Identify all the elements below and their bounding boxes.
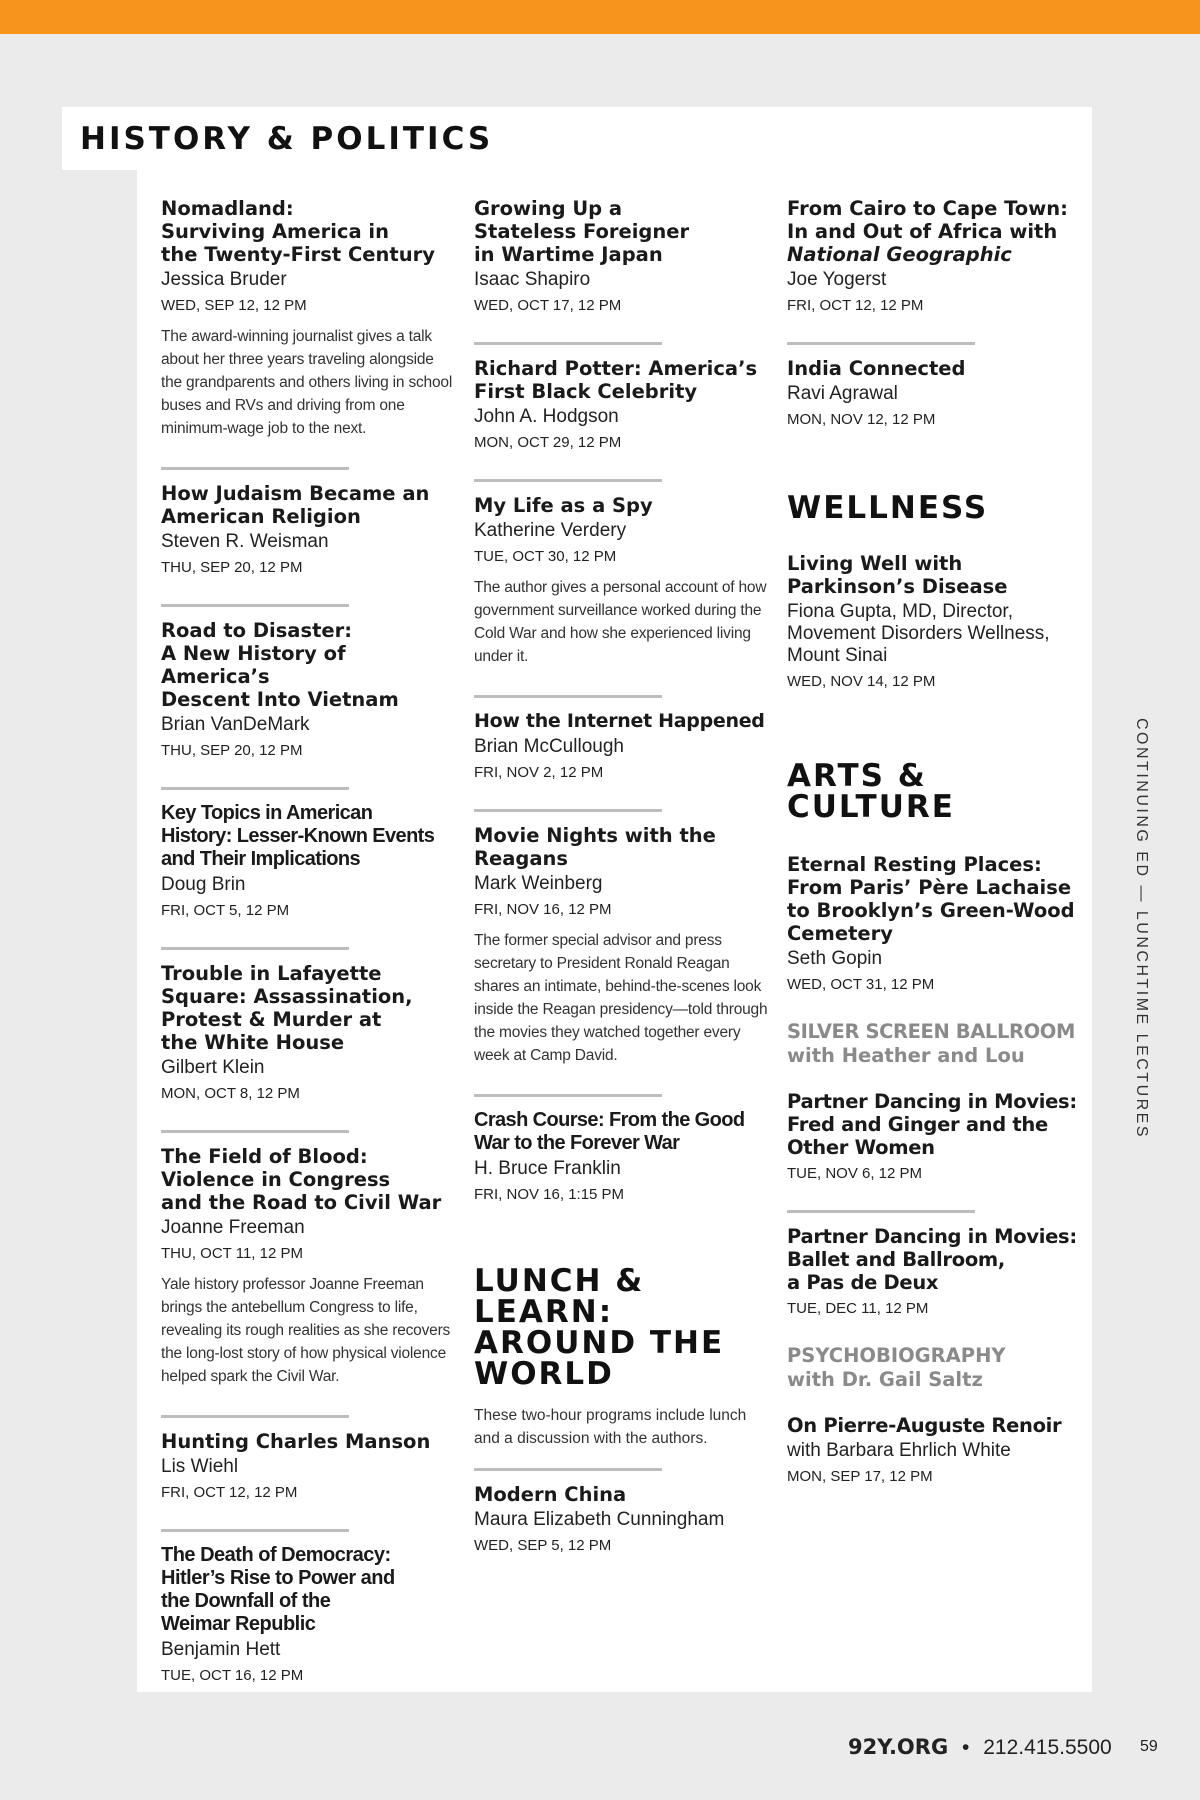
lecture-entry [474, 494, 769, 668]
lecture-entry [787, 357, 1082, 429]
lecture-title: The Death of Democracy: Hitler’s Rise to Power and the Downfall of the Weimar Republic [161, 1544, 395, 1635]
lecture-speaker: Brian McCullough [474, 736, 624, 757]
divider [161, 787, 349, 790]
lecture-date: WED, OCT 31, 12 PM [787, 976, 935, 993]
lecture-date: THU, SEP 20, 12 PM [161, 742, 303, 759]
lecture-description: The author gives a personal account of how government surveillance worked during the Cold War and how she experienced living under it. [474, 579, 767, 665]
lecture-speaker: Seth Gopin [787, 948, 883, 969]
lunch-learn-intro: These two-hour programs include lunch and a discussion with the authors. [474, 1407, 747, 1447]
lecture-description: Yale history professor Joanne Freeman brings the antebellum Congress to life, revealing its rough realities as she recovers the long-lost story of how physical violence helped spark the Civil War. [161, 1276, 451, 1385]
lecture-entry [161, 619, 456, 760]
lecture-entry [161, 482, 456, 577]
lecture-date: MON, SEP 17, 12 PM [787, 1468, 933, 1485]
divider [161, 467, 349, 470]
lecture-entry [161, 197, 456, 440]
lecture-entry [787, 1225, 1082, 1318]
divider [161, 604, 349, 607]
divider [787, 1210, 975, 1213]
lecture-date: WED, SEP 5, 12 PM [474, 1537, 612, 1554]
lecture-speaker: H. Bruce Franklin [474, 1158, 621, 1179]
lecture-title: Richard Potter: America’s First Black Celebrity [474, 357, 758, 403]
lecture-date: TUE, DEC 11, 12 PM [787, 1300, 929, 1317]
lecture-entry [787, 552, 1082, 691]
lecture-entry [474, 824, 769, 1067]
lecture-title: On Pierre-Auguste Renoir [787, 1414, 1062, 1437]
top-accent-bar [0, 0, 1200, 34]
lecture-date: FRI, NOV 16, 12 PM [474, 901, 612, 918]
divider [474, 1468, 662, 1471]
footer [848, 1735, 1112, 1760]
lecture-speaker: Katherine Verdery [474, 520, 627, 541]
lecture-title: Living Well with Parkinson’s Disease [787, 552, 1008, 598]
column-2 [474, 197, 769, 1555]
lecture-entry [474, 357, 769, 452]
lecture-speaker: Jessica Bruder [161, 269, 287, 290]
lecture-speaker: Lis Wiehl [161, 1456, 239, 1477]
section-title: HISTORY & POLITICS [80, 121, 494, 157]
divider [474, 479, 662, 482]
page-number: 59 [1140, 1738, 1158, 1755]
lecture-title: Partner Dancing in Movies: Fred and Ginger and the Other Women [787, 1090, 1077, 1159]
lecture-date: MON, OCT 29, 12 PM [474, 434, 622, 451]
lecture-entry [161, 962, 456, 1103]
arts-culture-heading: ARTS & CULTURE [787, 758, 955, 825]
lecture-speaker: Joanne Freeman [161, 1217, 305, 1238]
lecture-entry [474, 197, 769, 315]
column-1 [161, 197, 456, 1685]
lecture-title: How Judaism Became an American Religion [161, 482, 430, 528]
divider [474, 1094, 662, 1097]
lecture-date: THU, OCT 11, 12 PM [161, 1245, 303, 1262]
divider [161, 1130, 349, 1133]
lecture-date: FRI, OCT 12, 12 PM [161, 1484, 298, 1501]
lecture-speaker: Ravi Agrawal [787, 383, 898, 404]
lecture-title: Eternal Resting Places: From Paris’ Père Lachaise to Brooklyn’s Green-Wood Cemetery [787, 853, 1075, 945]
lecture-title: India Connected [787, 357, 966, 380]
lecture-entry [161, 802, 456, 920]
lecture-description: The award-winning journalist gives a talk about her three years traveling alongside the grandparents and others living in school buses and RVs and driving from one minimum-wage job to the next. [161, 328, 453, 437]
lecture-speaker: Joe Yogerst [787, 269, 887, 290]
lecture-title: Nomadland: Surviving America in the Twenty-First Century [161, 197, 435, 266]
lecture-title: Modern China [474, 1483, 627, 1506]
divider [474, 809, 662, 812]
lecture-entry [474, 710, 769, 782]
lecture-date: FRI, OCT 5, 12 PM [161, 902, 290, 919]
lecture-date: FRI, NOV 16, 1:15 PM [474, 1186, 625, 1203]
lecture-speaker: Benjamin Hett [161, 1639, 281, 1660]
section-header-tab [62, 107, 494, 170]
psychobiography-subheading: PSYCHOBIOGRAPHY with Dr. Gail Saltz [787, 1344, 1006, 1391]
lecture-speaker: Gilbert Klein [161, 1057, 265, 1078]
lecture-title: Partner Dancing in Movies: Ballet and Ballroom, a Pas de Deux [787, 1225, 1077, 1294]
lecture-title: Key Topics in American History: Lesser-Known Events and Their Implications [161, 802, 435, 870]
lunch-learn-heading: LUNCH & LEARN: AROUND THE WORLD [474, 1263, 725, 1392]
divider [474, 695, 662, 698]
divider [161, 947, 349, 950]
divider [474, 342, 662, 345]
side-running-label: CONTINUING ED — LUNCHTIME LECTURES [1133, 718, 1150, 1140]
lecture-speaker: Fiona Gupta, MD, Director, Movement Disorders Wellness, Mount Sinai [787, 601, 1050, 666]
lecture-title: Crash Course: From the Good War to the Forever War [474, 1109, 745, 1154]
lecture-title: The Field of Blood: Violence in Congress and the Road to Civil War [161, 1145, 442, 1214]
lecture-title: How the Internet Happened [474, 710, 765, 732]
silver-screen-subheading: SILVER SCREEN BALLROOM with Heather and Lou [787, 1020, 1075, 1067]
lecture-date: WED, NOV 14, 12 PM [787, 673, 936, 690]
divider [161, 1529, 349, 1532]
lecture-title: Growing Up a Stateless Foreigner in Wartime Japan [474, 197, 690, 266]
divider [787, 342, 975, 345]
lecture-speaker: Steven R. Weisman [161, 531, 329, 552]
lecture-title: Road to Disaster: A New History of America’s Descent Into Vietnam [161, 619, 399, 711]
lecture-title: My Life as a Spy [474, 494, 653, 517]
lecture-date: MON, OCT 8, 12 PM [161, 1085, 300, 1102]
lecture-date: TUE, NOV 6, 12 PM [787, 1165, 923, 1182]
lecture-date: THU, SEP 20, 12 PM [161, 559, 303, 576]
lecture-speaker: Brian VanDeMark [161, 714, 310, 735]
lecture-speaker: Mark Weinberg [474, 873, 603, 894]
lecture-date: MON, NOV 12, 12 PM [787, 411, 936, 428]
phone-number: 212.415.5500 [983, 1736, 1112, 1759]
divider [161, 1415, 349, 1418]
lecture-description: The former special advisor and press secretary to President Ronald Reagan shares an intimate, behind-the-scenes look inside the Reagan presidency—told through the movies they watched together every week at Camp David. [474, 932, 768, 1064]
wellness-heading: WELLNESS [787, 490, 989, 526]
lecture-title: From Cairo to Cape Town: In and Out of Africa with National Geographic [787, 197, 1068, 266]
lecture-date: WED, SEP 12, 12 PM [161, 297, 307, 314]
lecture-date: TUE, OCT 30, 12 PM [474, 548, 617, 565]
lecture-entry [474, 1109, 769, 1204]
lecture-date: WED, OCT 17, 12 PM [474, 297, 622, 314]
website-link[interactable]: 92Y.ORG [848, 1735, 949, 1759]
lecture-entry [161, 1544, 456, 1685]
lecture-entry [787, 197, 1082, 315]
column-3 [787, 197, 1082, 1486]
lecture-speaker: Isaac Shapiro [474, 269, 591, 290]
lecture-entry [787, 853, 1082, 994]
lecture-date: FRI, NOV 2, 12 PM [474, 764, 604, 781]
lecture-speaker: Maura Elizabeth Cunningham [474, 1509, 725, 1530]
lecture-entry [787, 1090, 1082, 1183]
footer-bullet: • [962, 1736, 970, 1759]
lecture-title: Hunting Charles Manson [161, 1430, 431, 1453]
lecture-title: Trouble in Lafayette Square: Assassination, Protest & Murder at the White House [161, 962, 413, 1054]
lecture-entry [474, 1483, 769, 1555]
lecture-speaker: Doug Brin [161, 874, 246, 895]
lecture-entry [787, 1414, 1082, 1486]
lecture-entry [161, 1145, 456, 1388]
lecture-speaker: John A. Hodgson [474, 406, 619, 427]
lecture-title: Movie Nights with the Reagans [474, 824, 716, 870]
lecture-entry [161, 1430, 456, 1502]
lecture-date: TUE, OCT 16, 12 PM [161, 1667, 304, 1684]
lecture-speaker: with Barbara Ehrlich White [787, 1440, 1011, 1461]
lecture-date: FRI, OCT 12, 12 PM [787, 297, 924, 314]
